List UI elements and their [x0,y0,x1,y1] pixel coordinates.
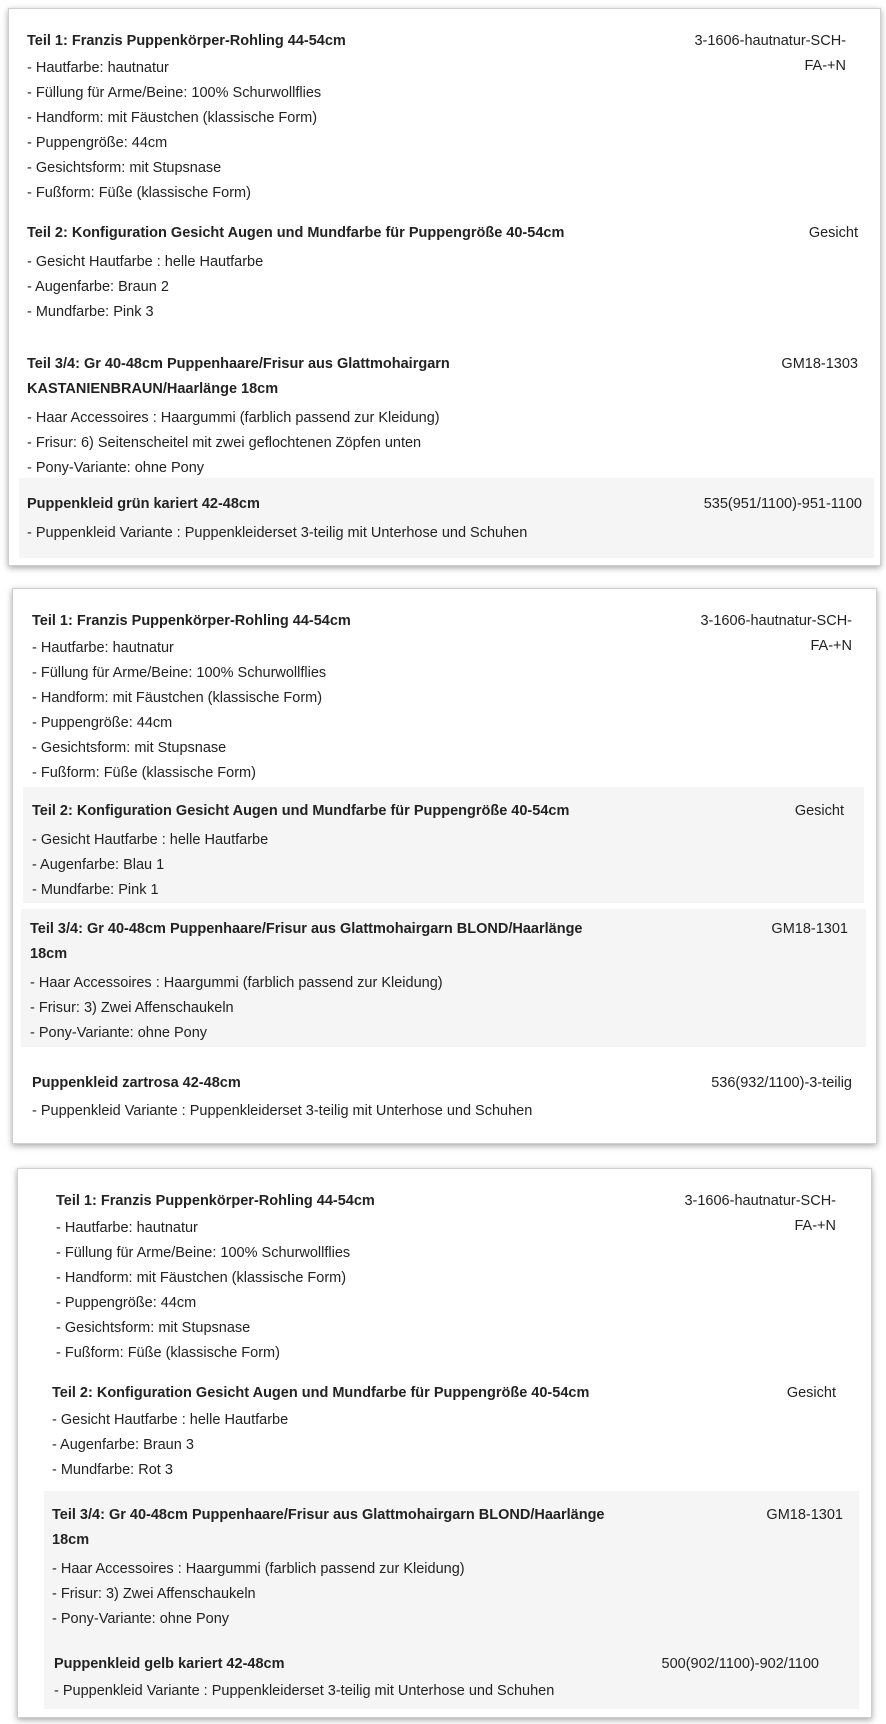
item-options [56,1216,350,1366]
item-options [32,828,268,903]
option-line: - Puppengröße: 44cm [27,135,168,151]
option-line: - Pony-Variante: ohne Pony [27,460,205,476]
option-line: - Puppenkleid Variante : Puppenkleiderset 3-teilig mit Unterhose und Schuhen [32,1103,533,1119]
option-line: - Frisur: 6) Seitenscheitel mit zwei geflochtenen Zöpfen unten [27,435,422,451]
option-line: - Hautfarbe: hautnatur [27,60,169,76]
option-line: - Gesichtsform: mit Stupsnase [27,160,222,176]
order-item [18,1381,871,1491]
item-options [54,1679,554,1704]
option-line: - Fußform: Füße (klassische Form) [56,1345,280,1361]
option-line: - Frisur: 3) Zwei Affenschaukeln [30,1000,234,1016]
option-line: - Gesichtsform: mit Stupsnase [56,1320,251,1336]
item-title: Teil 1: Franzis Puppenkörper-Rohling 44-54cm [27,33,346,49]
item-title: Teil 2: Konfiguration Gesicht Augen und Mundfarbe für Puppengröße 40-54cm [32,803,570,819]
order-card-3 [17,1168,872,1718]
option-line: - Puppengröße: 44cm [56,1295,197,1311]
option-line: - Puppengröße: 44cm [32,715,173,731]
item-sku: GM18-1301 [771,921,848,937]
order-item [21,909,866,1047]
option-line: - Mundfarbe: Pink 1 [32,882,159,898]
item-title: Teil 2: Konfiguration Gesicht Augen und Mundfarbe für Puppengröße 40-54cm [52,1385,590,1401]
option-line: - Füllung für Arme/Beine: 100% Schurwollflies [56,1245,351,1261]
option-line: - Haar Accessoires : Haargummi (farblich passend zur Kleidung) [52,1561,465,1577]
option-line: - Pony-Variante: ohne Pony [52,1611,230,1627]
option-line: - Frisur: 3) Zwei Affenschaukeln [52,1586,256,1602]
order-item [9,352,880,474]
option-line: - Handform: mit Fäustchen (klassische Form) [56,1270,347,1286]
item-title: Teil 3/4: Gr 40-48cm Puppenhaare/Frisur aus Glattmohairgarn KASTANIENBRAUN/Haarlänge 18cm [27,356,450,397]
item-title: Teil 1: Franzis Puppenkörper-Rohling 44-54cm [32,613,351,629]
option-line: - Augenfarbe: Braun 2 [27,279,169,295]
option-line: - Mundfarbe: Pink 3 [27,304,154,320]
order-item [19,478,874,558]
option-line: - Augenfarbe: Blau 1 [32,857,165,873]
option-line: - Füllung für Arme/Beine: 100% Schurwollflies [27,85,322,101]
item-options [52,1557,465,1632]
option-line: - Gesicht Hautfarbe : helle Hautfarbe [32,832,269,848]
item-options [27,250,263,325]
order-item [13,1071,876,1135]
item-sku: GM18-1303 [781,356,858,372]
option-line: - Füllung für Arme/Beine: 100% Schurwollflies [32,665,327,681]
option-line: - Gesicht Hautfarbe : helle Hautfarbe [52,1412,289,1428]
item-sku: 3-1606-hautnatur-SCH- FA-+N [694,33,846,74]
item-sku: 536(932/1100)-3-teilig [711,1075,852,1091]
item-options [32,636,326,786]
option-line: - Hautfarbe: hautnatur [56,1220,198,1236]
option-line: - Handform: mit Fäustchen (klassische Form) [32,690,323,706]
item-sku: Gesicht [794,803,844,819]
item-title: Teil 3/4: Gr 40-48cm Puppenhaare/Frisur aus Glattmohairgarn BLOND/Haarlänge 18cm [30,921,583,962]
item-title: Puppenkleid grün kariert 42-48cm [27,496,260,512]
item-options [32,1099,532,1124]
option-line: - Fußform: Füße (klassische Form) [27,185,251,201]
option-line: - Puppenkleid Variante : Puppenkleiderset 3-teilig mit Unterhose und Schuhen [54,1683,555,1699]
option-line: - Haar Accessoires : Haargummi (farblich passend zur Kleidung) [30,975,443,991]
option-line: - Puppenkleid Variante : Puppenkleiderset 3-teilig mit Unterhose und Schuhen [27,525,528,541]
option-line: - Gesichtsform: mit Stupsnase [32,740,227,756]
item-sku: Gesicht [808,225,858,241]
item-title: Puppenkleid zartrosa 42-48cm [32,1075,241,1091]
order-item [13,589,876,785]
order-item [44,1491,859,1709]
order-item [9,221,880,341]
item-title: Teil 1: Franzis Puppenkörper-Rohling 44-54cm [56,1193,375,1209]
item-options [52,1408,288,1483]
item-sku: 500(902/1100)-902/1100 [661,1656,819,1672]
option-line: - Handform: mit Fäustchen (klassische Form) [27,110,318,126]
item-sku: GM18-1301 [766,1507,843,1523]
order-item [9,9,880,209]
item-sku: 3-1606-hautnatur-SCH- FA-+N [684,1193,836,1234]
item-options [27,56,321,206]
option-line: - Haar Accessoires : Haargummi (farblich passend zur Kleidung) [27,410,440,426]
item-sku: Gesicht [786,1385,836,1401]
option-line: - Hautfarbe: hautnatur [32,640,174,656]
item-options [27,406,440,481]
item-options [27,521,527,546]
item-title: Puppenkleid gelb kariert 42-48cm [54,1656,285,1672]
option-line: - Fußform: Füße (klassische Form) [32,765,256,781]
order-card-2 [12,588,877,1144]
option-line: - Mundfarbe: Rot 3 [52,1462,173,1478]
item-title: Teil 3/4: Gr 40-48cm Puppenhaare/Frisur aus Glattmohairgarn BLOND/Haarlänge 18cm [52,1507,605,1548]
item-sku: 535(951/1100)-951-1100 [703,496,862,512]
order-item [18,1169,871,1365]
order-item [23,787,864,903]
item-sku: 3-1606-hautnatur-SCH- FA-+N [700,613,852,654]
order-card-1 [8,8,881,566]
item-title: Teil 2: Konfiguration Gesicht Augen und Mundfarbe für Puppengröße 40-54cm [27,225,565,241]
option-line: - Pony-Variante: ohne Pony [30,1025,208,1041]
option-line: - Augenfarbe: Braun 3 [52,1437,194,1453]
option-line: - Gesicht Hautfarbe : helle Hautfarbe [27,254,264,270]
item-options [30,971,443,1046]
